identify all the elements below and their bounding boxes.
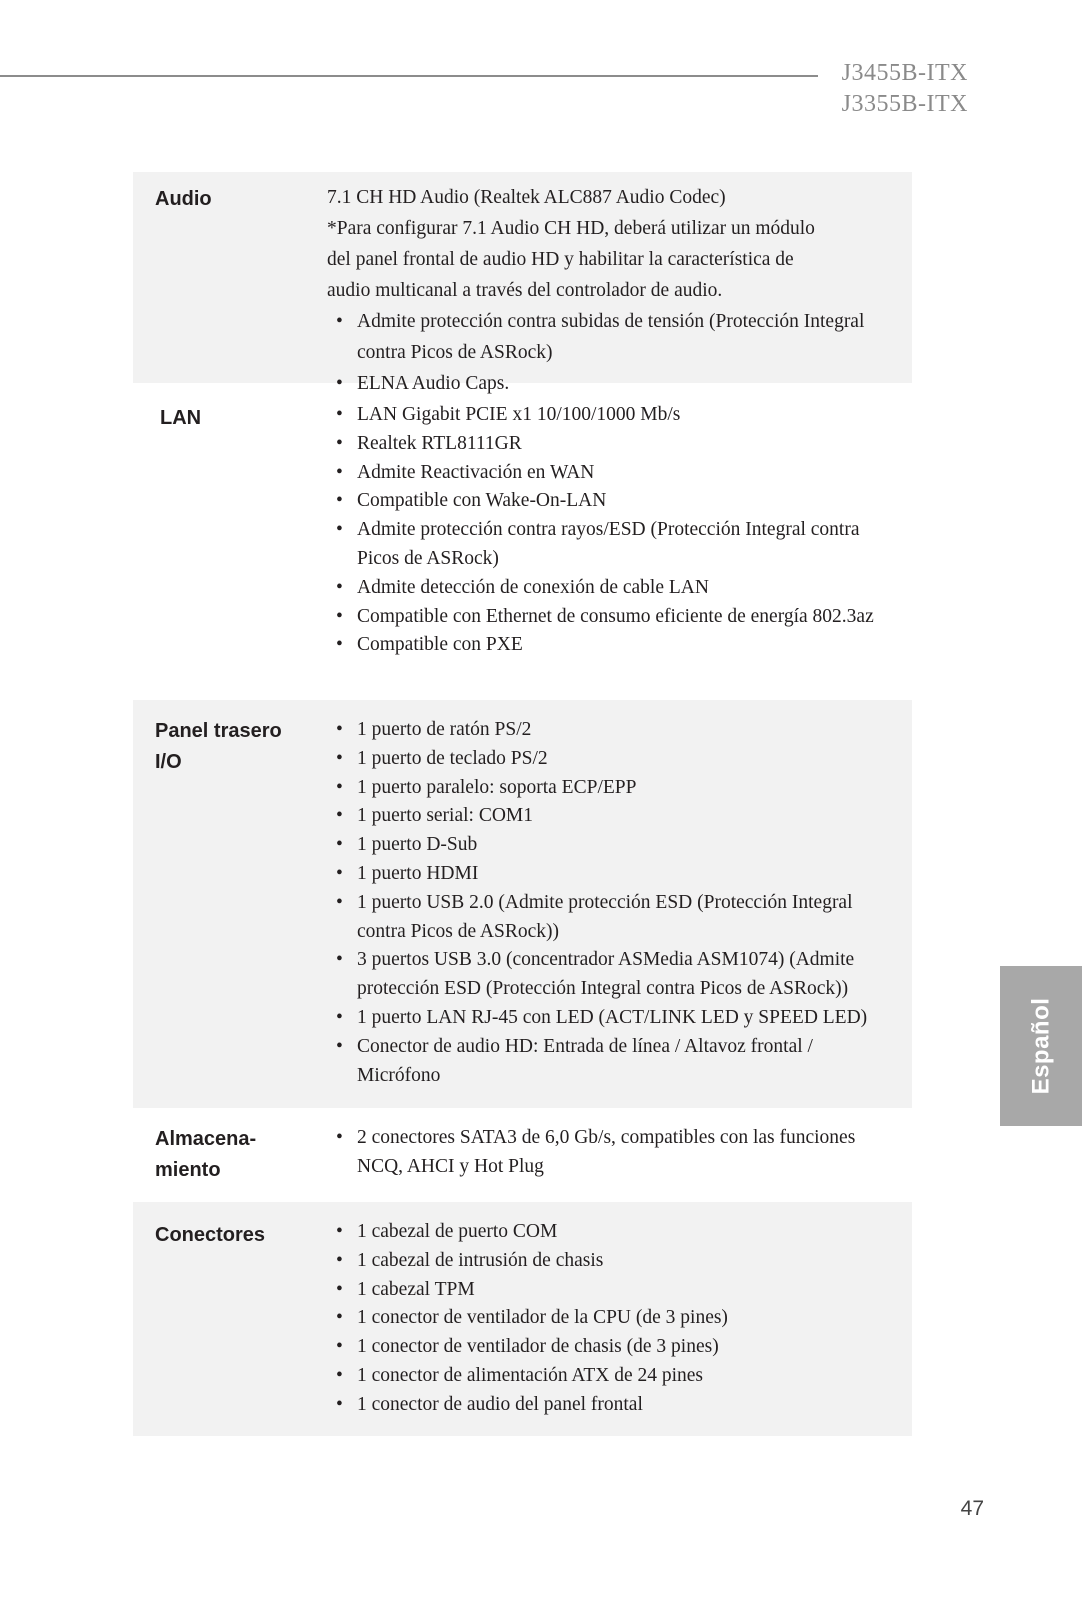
spec-content-lan (327, 401, 897, 660)
storage-label-line-1: Almacena- (155, 1128, 257, 1150)
model-name-2: J3355B-ITX (841, 91, 968, 117)
header-rule (0, 75, 818, 77)
spec-row-storage (133, 1108, 912, 1202)
list-item: • ELNA Audio Caps. (327, 368, 897, 399)
lan-list (327, 401, 897, 660)
audio-line-4: audio multicanal a través del controlador de audio. (327, 280, 723, 301)
list-item: • 1 puerto D-Sub (327, 831, 897, 860)
storage-list (327, 1124, 897, 1182)
list-item: • 1 cabezal de puerto COM (327, 1218, 897, 1247)
list-item: • Conector de audio HD: Entrada de línea / Altavoz frontal / Micrófono (327, 1033, 897, 1091)
list-item: • Admite detección de conexión de cable LAN (327, 574, 897, 603)
spec-row-audio (133, 172, 912, 394)
language-tab-label: Español (1027, 997, 1055, 1095)
spec-table (133, 172, 912, 1436)
list-item: • 1 cabezal TPM (327, 1276, 897, 1305)
list-item: • 1 puerto LAN RJ-45 con LED (ACT/LINK LED y SPEED LED) (327, 1004, 897, 1033)
spec-label-rear-panel (155, 716, 305, 778)
list-item: • 1 conector de alimentación ATX de 24 pines (327, 1362, 897, 1391)
list-item: • Admite Reactivación en WAN (327, 459, 897, 488)
connectors-list (327, 1218, 897, 1420)
spec-content-storage (327, 1124, 897, 1182)
spec-row-lan (133, 383, 912, 700)
rear-panel-label-line-1: Panel trasero (155, 720, 282, 742)
list-item: • 1 puerto USB 2.0 (Admite protección ESD (Protección Integral contra Picos de ASRock)) (327, 889, 897, 947)
spec-label-lan: LAN (160, 407, 202, 429)
list-item: • 1 puerto HDMI (327, 860, 897, 889)
audio-line-1: 7.1 CH HD Audio (Realtek ALC887 Audio Codec) (327, 187, 726, 208)
spec-row-connectors (133, 1202, 912, 1436)
page-number: 47 (960, 1497, 984, 1520)
model-name-1: J3455B-ITX (841, 60, 968, 86)
list-item: • 1 puerto de ratón PS/2 (327, 716, 897, 745)
language-tab (1000, 966, 1082, 1126)
spec-content-connectors (327, 1218, 897, 1420)
spec-content-rear-panel (327, 716, 897, 1090)
list-item: • 1 cabezal de intrusión de chasis (327, 1247, 897, 1276)
list-item: • Realtek RTL8111GR (327, 430, 897, 459)
list-item: • 1 puerto serial: COM1 (327, 802, 897, 831)
spec-label-connectors: Conectores (155, 1224, 266, 1246)
list-item: • 2 conectores SATA3 de 6,0 Gb/s, compatibles con las funciones NCQ, AHCI y Hot Plug (327, 1124, 897, 1182)
list-item: • 1 conector de ventilador de la CPU (de 3 pines) (327, 1304, 897, 1333)
spec-label-storage (155, 1124, 305, 1186)
list-item: • LAN Gigabit PCIE x1 10/100/1000 Mb/s (327, 401, 897, 430)
list-item: • Compatible con PXE (327, 631, 897, 660)
list-item: • 1 conector de audio del panel frontal (327, 1391, 897, 1420)
storage-label-line-2: miento (155, 1159, 221, 1181)
list-item: • 1 puerto paralelo: soporta ECP/EPP (327, 774, 897, 803)
rear-panel-list (327, 716, 897, 1090)
rear-panel-label-line-2: I/O (155, 751, 182, 773)
list-item: • Compatible con Wake-On-LAN (327, 487, 897, 516)
list-item: • 3 puertos USB 3.0 (concentrador ASMedia ASM1074) (Admite protección ESD (Protección Integral contra Picos de ASRock)) (327, 946, 897, 1004)
list-item: • 1 puerto de teclado PS/2 (327, 745, 897, 774)
spec-content-audio (327, 182, 897, 399)
list-item: • Compatible con Ethernet de consumo eficiente de energía 802.3az (327, 603, 897, 632)
list-item: • Admite protección contra subidas de tensión (Protección Integral contra Picos de ASRock) (327, 306, 897, 368)
audio-line-2: *Para configurar 7.1 Audio CH HD, deberá utilizar un módulo (327, 218, 815, 239)
audio-line-3: del panel frontal de audio HD y habilitar la característica de (327, 249, 794, 270)
list-item: • Admite protección contra rayos/ESD (Protección Integral contra Picos de ASRock) (327, 516, 897, 574)
spec-row-rear-panel (133, 700, 912, 1108)
list-item: • 1 conector de ventilador de chasis (de 3 pines) (327, 1333, 897, 1362)
spec-label-audio: Audio (155, 188, 212, 210)
